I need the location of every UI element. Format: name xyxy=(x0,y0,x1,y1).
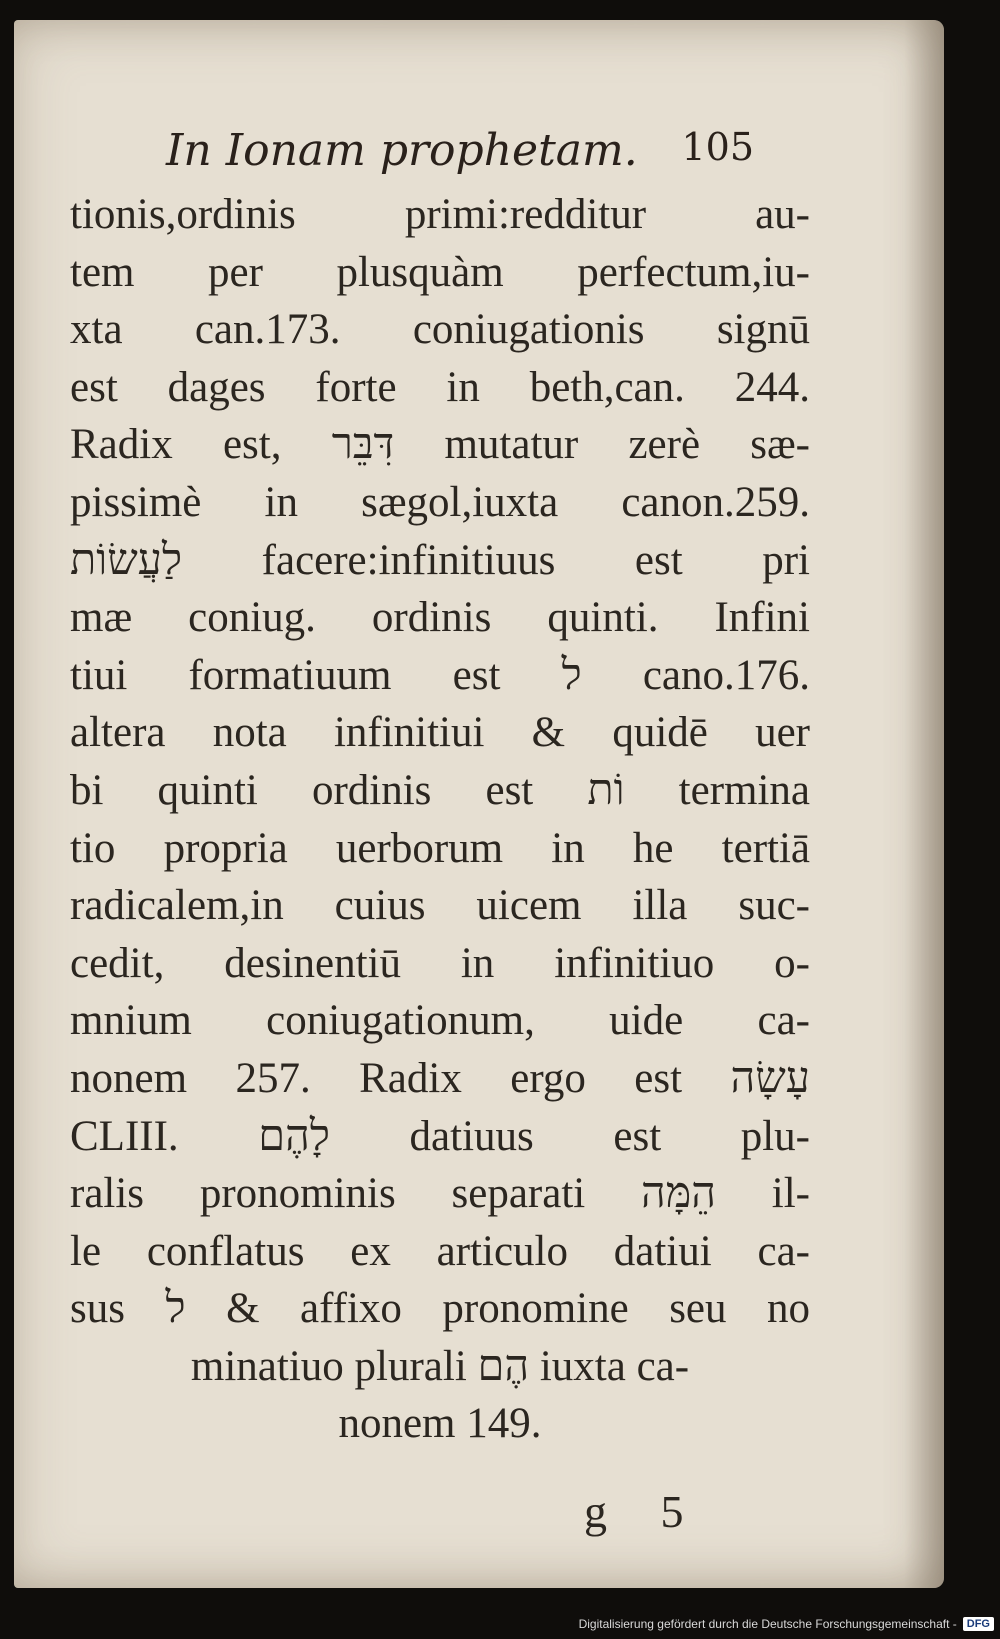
signature-mark: g 5 xyxy=(584,1486,684,1537)
text-line: xta can.173. coniugationis signū xyxy=(70,306,810,354)
text-line: bi quinti ordinis est וֹת termina xyxy=(70,766,810,814)
text-line: nonem 149. xyxy=(338,1400,542,1448)
text-line: tio propria uerborum in he tertiā xyxy=(70,824,810,872)
text-line: minatiuo plurali הֶם iuxta ca- xyxy=(190,1342,690,1390)
text-line: tem per plusquàm perfectum,iu- xyxy=(70,248,810,296)
text-line: sus ל & affixo pronomine seu no xyxy=(70,1285,811,1333)
credit-text: Digitalisierung gefördert durch die Deutsche Forschungsgemeinschaft - xyxy=(578,1617,957,1631)
running-head xyxy=(154,125,754,185)
text-line: Radix est, דִּבֵּר mutatur zerè sæ- xyxy=(70,421,810,469)
text-line: est dages forte in beth,can. 244. xyxy=(70,363,810,411)
text-line: CLIII. לָהֶם datiuus est plu- xyxy=(70,1112,811,1160)
text-line: cedit, desinentiū in infinitiuo o- xyxy=(70,939,810,987)
page-number: 105 xyxy=(681,125,754,169)
digitization-credit xyxy=(579,1613,994,1635)
text-line: le conflatus ex articulo datiui ca- xyxy=(70,1227,810,1275)
text-line: altera nota infinitiui & quidē uer xyxy=(70,709,810,757)
running-head-title: In Ionam prophetam. xyxy=(166,125,638,176)
text-line: לַעֲשׂוֹת facere:infinitiuus est pri xyxy=(70,536,810,584)
book-page xyxy=(14,20,944,1588)
text-line: mnium coniugationum, uide ca- xyxy=(70,997,810,1045)
text-line: pissimè in sægol,iuxta canon.259. xyxy=(70,478,810,526)
text-line: ralis pronominis separati הֵמָּה il- xyxy=(70,1170,810,1218)
text-line: tiui formatiuum est ל cano.176. xyxy=(70,651,811,699)
text-line: tionis,ordinis primi:redditur au- xyxy=(70,191,810,238)
text-line: mæ coniug. ordinis quinti. Infini xyxy=(70,594,810,642)
text-line: nonem 257. Radix ergo est עָשָׂה xyxy=(70,1054,810,1102)
text-line: radicalem,in cuius uicem illa suc- xyxy=(70,882,810,930)
body-text xyxy=(70,186,810,1453)
dfg-logo: DFG xyxy=(963,1617,994,1631)
